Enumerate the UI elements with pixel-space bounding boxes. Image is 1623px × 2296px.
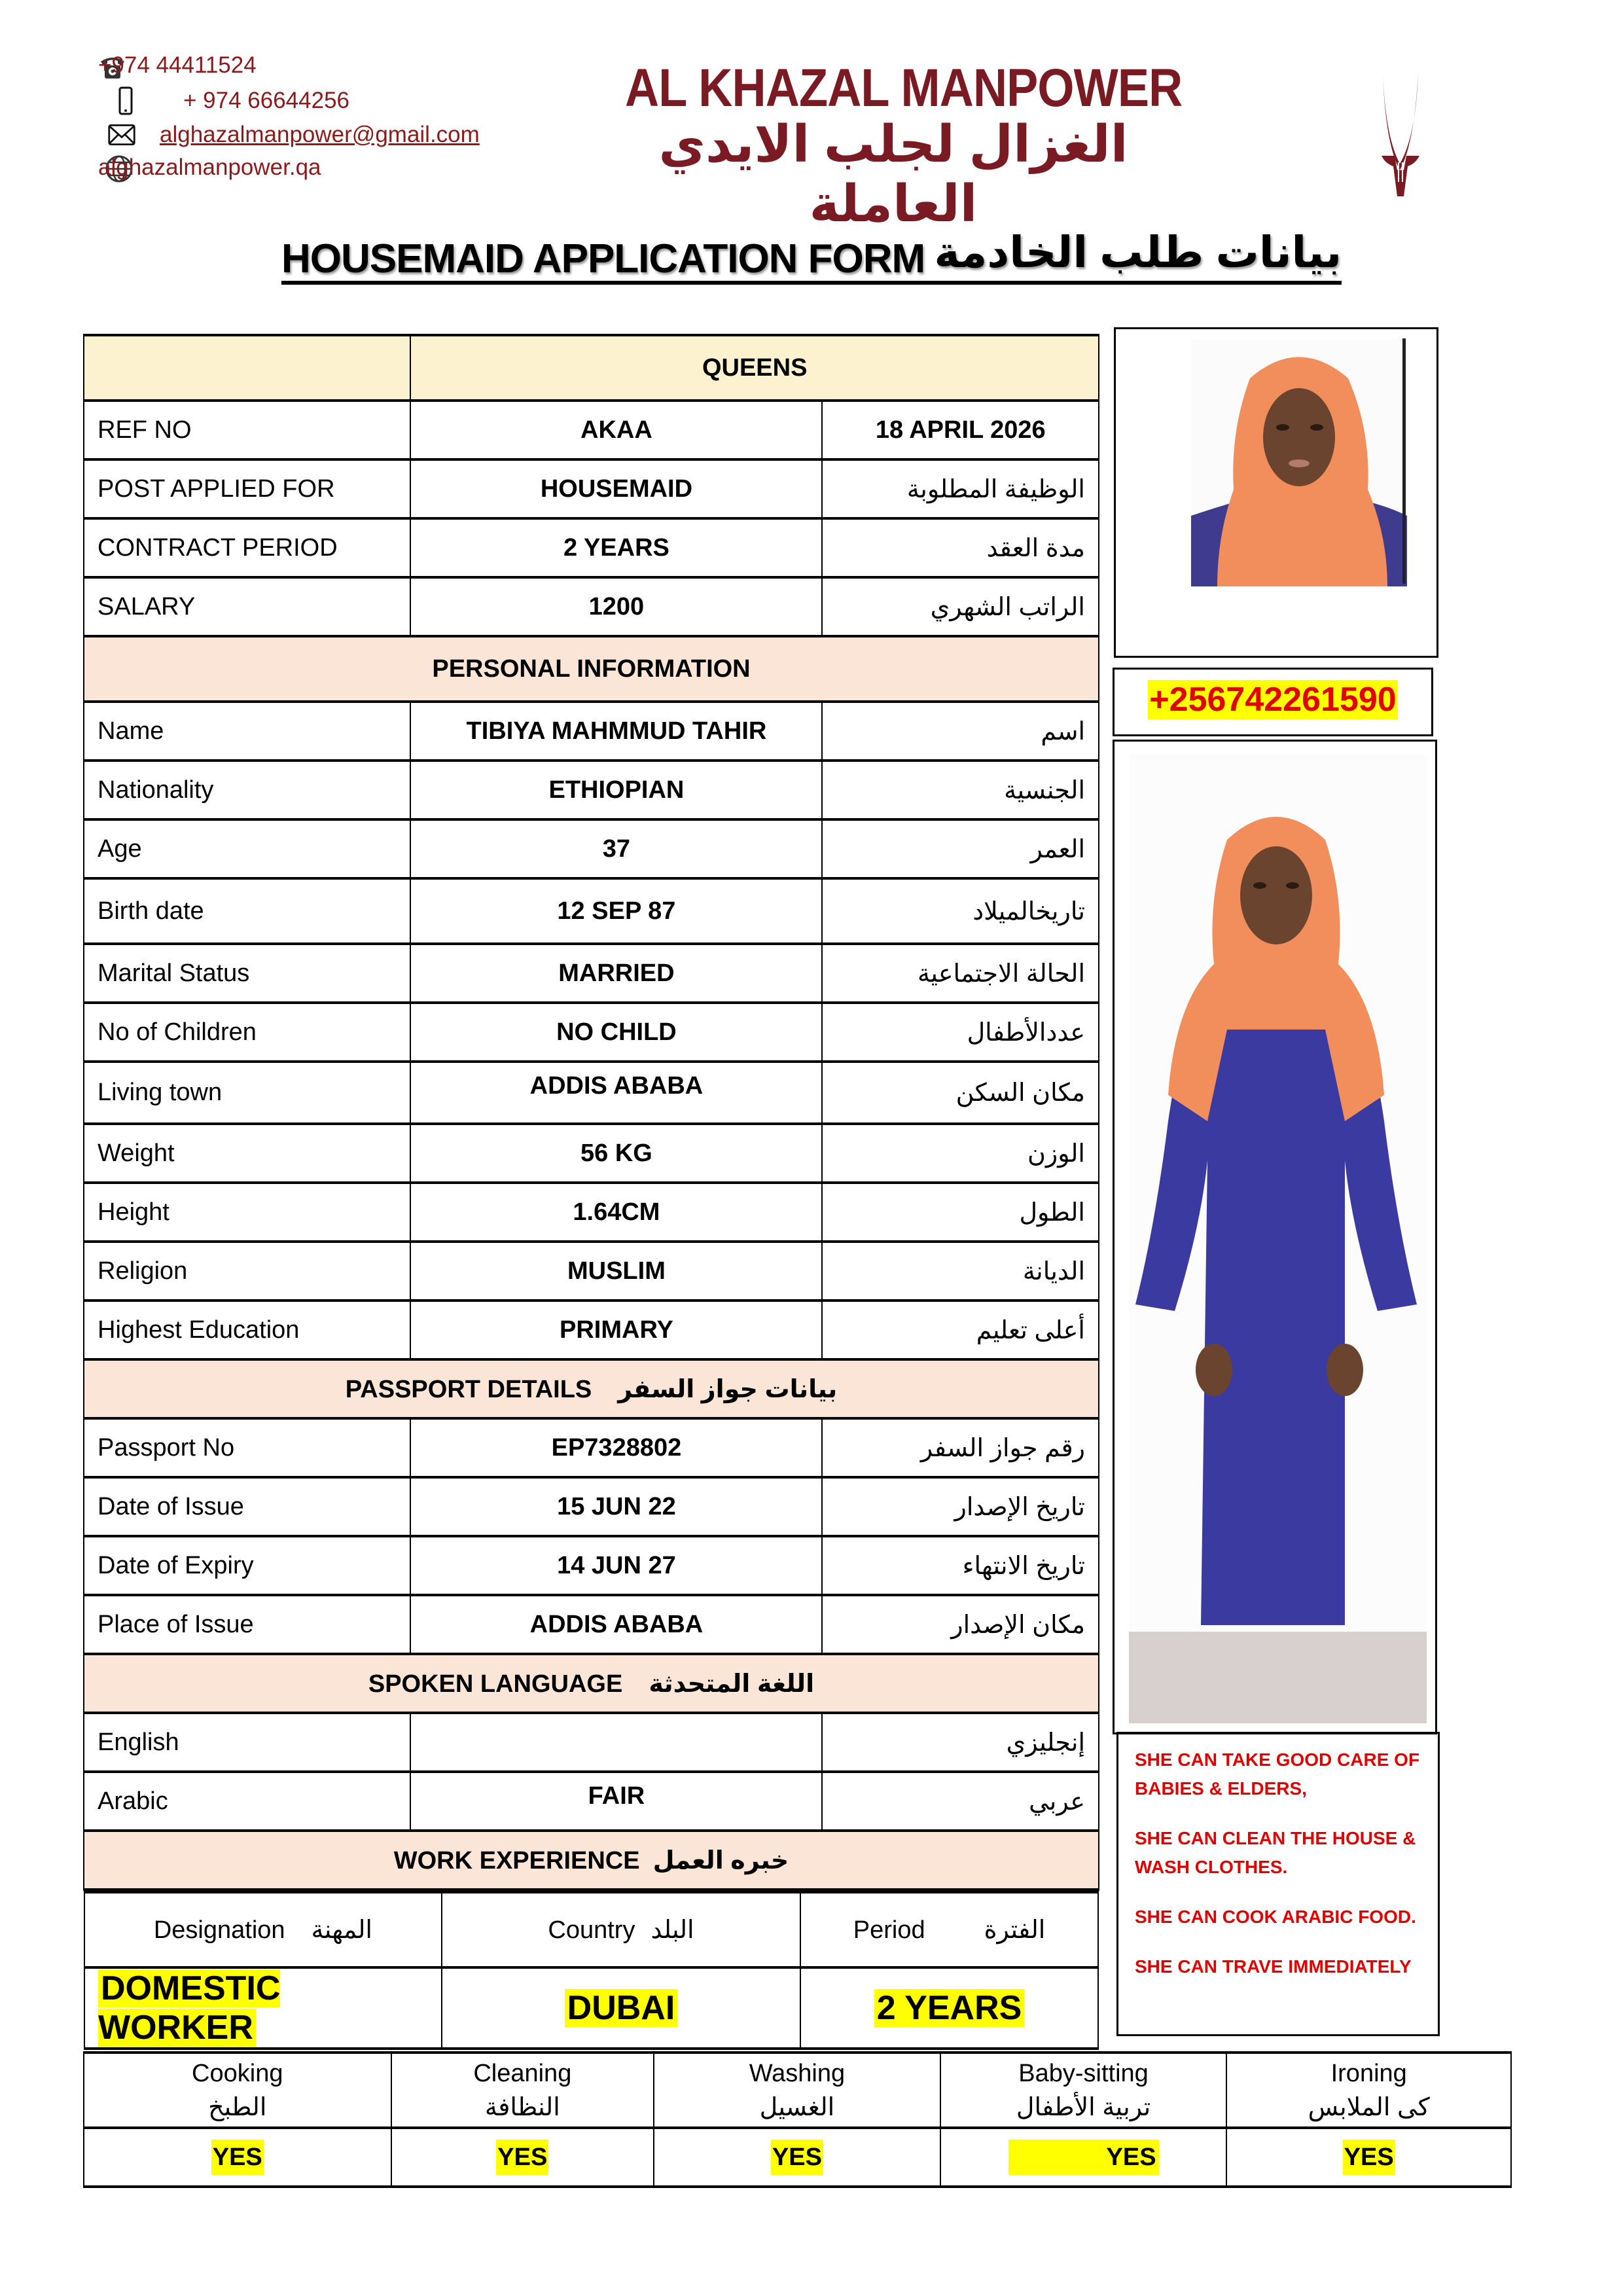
candidate-phone-box bbox=[1113, 668, 1433, 736]
skills-values-row bbox=[84, 2128, 1511, 2187]
portrait-photo-frame bbox=[1114, 327, 1438, 658]
section-personal-information: PERSONAL INFORMATION bbox=[84, 636, 1099, 702]
skill-value: YES bbox=[771, 2140, 823, 2175]
skill-cooking: Cooking الطبخ bbox=[84, 2053, 391, 2128]
section-passport-details: PASSPORT DETAILS بيانات جواز السفر bbox=[84, 1359, 1099, 1418]
application-date: 18 APRIL 2026 bbox=[822, 401, 1099, 459]
table-row: Place of Issue ADDIS ABABA مكان الإصدار bbox=[84, 1595, 1099, 1654]
contact-email bbox=[107, 120, 480, 149]
candidate-phone[interactable]: +256742261590 bbox=[1149, 681, 1397, 719]
contact-mobile bbox=[111, 86, 349, 115]
section-spoken-language: SPOKEN LANGUAGE اللغة المتحدثة bbox=[84, 1654, 1099, 1713]
note-item: SHE CAN CLEAN THE HOUSE & WASH CLOTHES. bbox=[1135, 1828, 1416, 1877]
table-row: Age 37 العمر bbox=[84, 819, 1099, 878]
table-row-arabic: Arabic FAIR عربي bbox=[84, 1772, 1099, 1831]
section-work-experience: WORK EXPERIENCE خبره العمل bbox=[84, 1831, 1099, 1890]
table-row: Date of Issue 15 JUN 22 تاريخ الإصدار bbox=[84, 1477, 1099, 1536]
envelope-icon bbox=[107, 120, 136, 149]
contact-website bbox=[98, 154, 321, 181]
phone-number[interactable]: +974 44411524 bbox=[98, 52, 257, 78]
company-name-ar: الغزال لجلب الايدي العاملة bbox=[658, 115, 1128, 232]
portrait-photo bbox=[1191, 339, 1407, 586]
country-value: DUBAI bbox=[565, 1989, 678, 2027]
email-link[interactable]: alghazalmanpower@gmail.com bbox=[160, 122, 480, 147]
table-row: Nationality ETHIOPIAN الجنسية bbox=[84, 761, 1099, 819]
table-row: Height 1.64CM الطول bbox=[84, 1183, 1099, 1242]
agency-name: QUEENS bbox=[410, 335, 1099, 401]
table-row-salary: SALARY 1200 الراتب الشهري bbox=[84, 577, 1099, 636]
candidate-notes bbox=[1116, 1732, 1440, 2036]
designation-value: DOMESTIC WORKER bbox=[98, 1969, 281, 2047]
form-title-en: HOUSEMAID APPLICATION FORM bbox=[281, 236, 925, 281]
table-row-english: English إنجليزي bbox=[84, 1713, 1099, 1772]
skill-ironing: Ironing كى الملابس bbox=[1226, 2053, 1511, 2128]
skills-header-row bbox=[84, 2053, 1511, 2128]
period-value: 2 YEARS bbox=[874, 1989, 1025, 2027]
contact-block bbox=[98, 52, 556, 196]
table-row: Highest Education PRIMARY أعلى تعليم bbox=[84, 1300, 1099, 1359]
mobile-phone-icon bbox=[111, 86, 140, 115]
table-row-contract: CONTRACT PERIOD 2 YEARS مدة العقد bbox=[84, 518, 1099, 577]
photo-edge-line bbox=[1402, 338, 1406, 584]
skill-washing: Washing الغسيل bbox=[654, 2053, 940, 2128]
skill-value: YES bbox=[211, 2140, 264, 2175]
table-row-post: POST APPLIED FOR HOUSEMAID الوظيفة المطلوبة bbox=[84, 459, 1099, 518]
note-item: SHE CAN COOK ARABIC FOOD. bbox=[1135, 1907, 1416, 1927]
work-experience-table bbox=[84, 1891, 1099, 2050]
note-item: SHE CAN TAKE GOOD CARE OF BABIES & ELDERS, bbox=[1135, 1749, 1420, 1799]
table-row: Marital Status MARRIED الحالة الاجتماعية bbox=[84, 944, 1099, 1003]
skill-cleaning: Cleaning النظافة bbox=[391, 2053, 654, 2128]
ref-no-value: AKAA bbox=[410, 401, 822, 459]
table-row: Date of Expiry 14 JUN 27 تاريخ الانتهاء bbox=[84, 1536, 1099, 1595]
form-title-ar: بيانات طلب الخادمة bbox=[934, 228, 1342, 276]
skill-value: YES bbox=[1343, 2140, 1395, 2175]
table-row: Name TIBIYA MAHMMUD TAHIR اسم bbox=[84, 702, 1099, 761]
form-title bbox=[281, 228, 1342, 285]
skill-baby-sitting: Baby-sitting تربية الأطفال bbox=[940, 2053, 1227, 2128]
table-row-ref-no: REF NO AKAA 18 APRIL 2026 bbox=[84, 401, 1099, 459]
website-link[interactable]: alghazalmanpower.qa bbox=[98, 154, 321, 180]
table-row: Religion MUSLIM الديانة bbox=[84, 1242, 1099, 1300]
table-row: Birth date 12 SEP 87 تاريخالميلاد bbox=[84, 878, 1099, 944]
work-values-row bbox=[84, 1967, 1098, 2049]
full-body-photo-frame bbox=[1113, 740, 1437, 1734]
company-name-en: AL KHAZAL MANPOWER bbox=[625, 58, 1183, 118]
work-experience-body bbox=[84, 1890, 1099, 2050]
skills-table bbox=[83, 2051, 1512, 2188]
table-row: Living town ADDIS ABABA مكان السكن bbox=[84, 1062, 1099, 1124]
mobile-number[interactable]: + 974 66644256 bbox=[183, 88, 350, 113]
application-table bbox=[83, 334, 1099, 2050]
agency-row bbox=[84, 335, 1099, 401]
full-body-photo bbox=[1129, 755, 1427, 1723]
table-row: Weight 56 KG الوزن bbox=[84, 1124, 1099, 1183]
note-item: SHE CAN TRAVE IMMEDIATELY bbox=[1135, 1956, 1412, 1977]
work-header-row: Designation المهنة Country البلد Period الفترة bbox=[84, 1892, 1098, 1967]
skill-value: YES bbox=[1008, 2140, 1159, 2175]
skill-value: YES bbox=[496, 2140, 548, 2175]
gazelle-logo-icon bbox=[1378, 72, 1423, 203]
table-row: Passport No EP7328802 رقم جواز السفر bbox=[84, 1418, 1099, 1477]
table-row: No of Children NO CHILD عددالأطفال bbox=[84, 1003, 1099, 1062]
contact-phone bbox=[98, 52, 257, 79]
